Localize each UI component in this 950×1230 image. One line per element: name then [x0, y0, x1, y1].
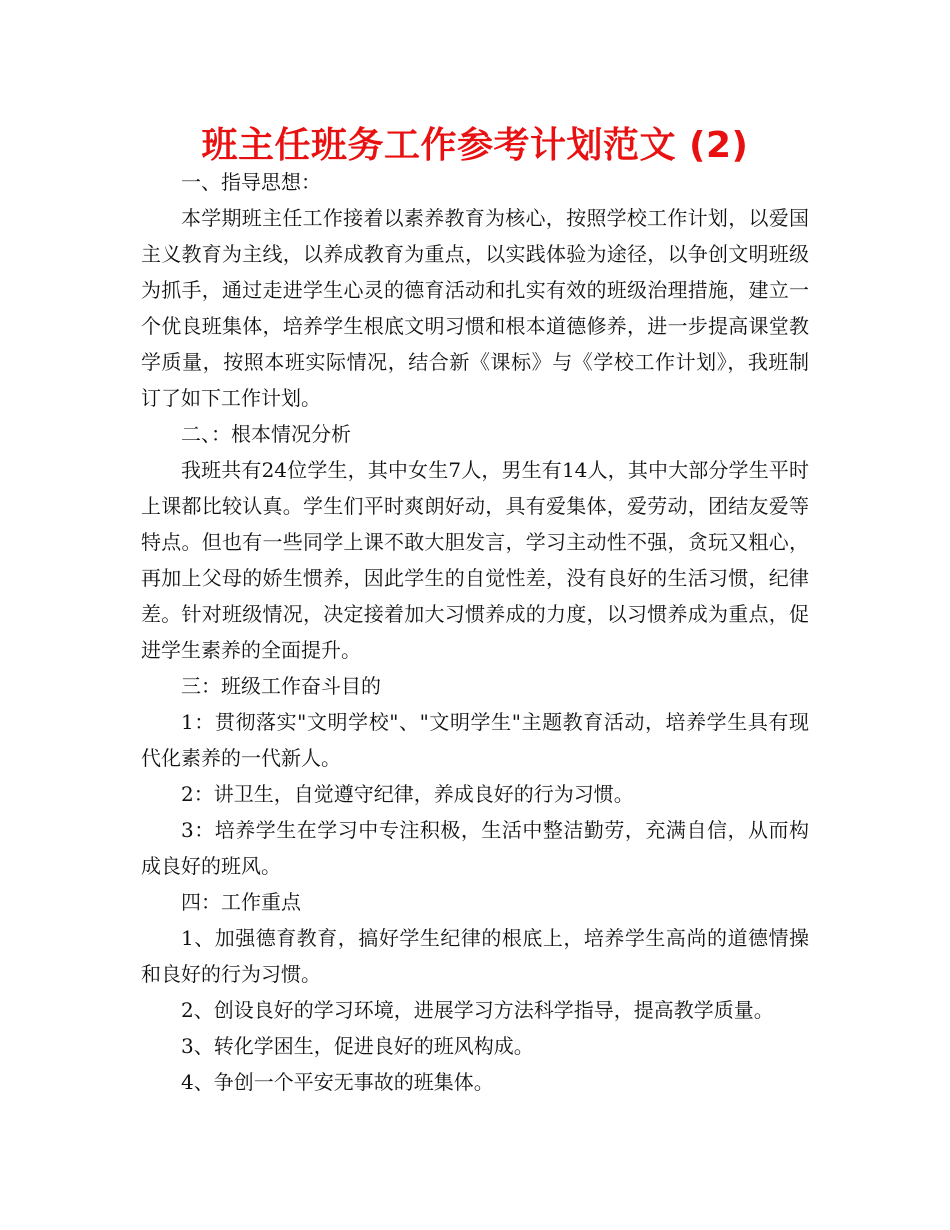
document-title: 班主任班务工作参考计划范文 (2)	[201, 125, 749, 166]
document-body	[141, 164, 809, 1100]
paragraph-situation-analysis: 我班共有24位学生，其中女生7人，男生有14人，其中大部分学生平时上课都比较认真。学生们平时爽朗好动，具有爱集体，爱劳动，团结友爱等特点。但也有一些同学上课不敢大胆发言，学习主动性不强，贪玩又粗心，再加上父母的娇生惯养，因此学生的自觉性差，没有良好的生活习惯，纪律差。针对班级情况，决定接着加大习惯养成的力度，以习惯养成为重点，促进学生素养的全面提升。	[141, 458, 809, 662]
focus-item-3: 3、转化学困生，促进良好的班风构成。	[181, 1034, 534, 1058]
heading-work-focus: 四：工作重点	[181, 890, 301, 914]
paragraph-guiding-ideology: 本学期班主任工作接着以素养教育为核心，按照学校工作计划，以爱国主义教育为主线，以养成教育为重点，以实践体验为途径，以争创文明班级为抓手，通过走进学生心灵的德育活动和扎实有效的班级治理措施，建立一个优良班集体，培养学生根底文明习惯和根本道德修养，进一步提高课堂教学质量，按照本班实际情况，结合新《课标》与《学校工作计划》，我班制订了如下工作计划。	[141, 206, 809, 410]
focus-item-1: 1、加强德育教育，搞好学生纪律的根底上，培养学生高尚的道德情操和良好的行为习惯。	[141, 926, 809, 986]
focus-item-2: 2、创设良好的学习环境，进展学习方法科学指导，提高教学质量。	[181, 998, 774, 1022]
goal-item-3: 3：培养学生在学习中专注积极，生活中整洁勤劳，充满自信，从而构成良好的班风。	[141, 818, 809, 878]
heading-guiding-ideology: 一、指导思想：	[181, 170, 321, 194]
goal-item-2: 2：讲卫生，自觉遵守纪律，养成良好的行为习惯。	[181, 782, 634, 806]
heading-situation-analysis: 二、：根本情况分析	[181, 422, 351, 446]
heading-class-goals: 三：班级工作奋斗目的	[181, 674, 381, 698]
goal-item-1: 1：贯彻落实"文明学校"、"文明学生"主题教育活动，培养学生具有现代化素养的一代新人。	[141, 710, 809, 770]
focus-item-4: 4、争创一个平安无事故的班集体。	[181, 1070, 494, 1094]
